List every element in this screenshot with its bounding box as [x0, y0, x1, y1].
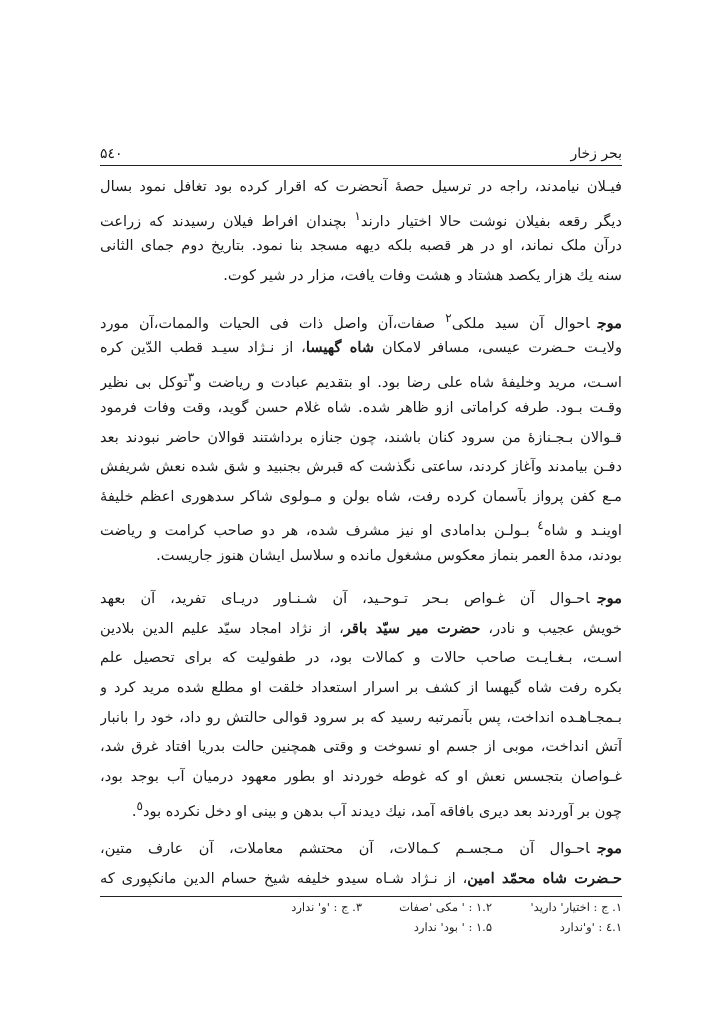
text-line: [100, 673, 622, 703]
text-line: [100, 792, 622, 822]
line-content: اوینـد و شاه$^٤$ بـولـن بدامادی او نیز مشرف شده، هر دو صاحب کرامت و ریاضت: [100, 518, 622, 540]
text-line: [100, 614, 622, 644]
text-line: [100, 423, 622, 453]
line-content: غـواصان بتجسس نعش او که غوطه خوردند او بطور معهود درمیان آب بوجد بود،: [100, 768, 622, 786]
text-line: [100, 393, 622, 423]
text-line: [100, 512, 622, 542]
footnote: ۱.۵ : ' بود' ندارد: [413, 919, 492, 934]
text-line: [100, 261, 622, 291]
line-content: دیگر رقعه بفیلان نوشت حالا اختیار دارند$^١$ بچندان افراط فیلان رسیدند که زراعت: [100, 208, 622, 230]
line-content: مـع کفن پرواز بآسمان کرده رفت، شاه بولن و مـولوی شاکر سدهوری اعظم خلیفهٔ: [100, 487, 622, 505]
footnote: ۳. ج : 'و' ندارد: [291, 899, 362, 914]
paragraph-gap: [100, 571, 622, 584]
text-line: [100, 541, 622, 571]
text-line: [100, 643, 622, 673]
line-content: احـوال آن غـواص بـحر تـوحـید، آن شـنـاور دریـای تفرید، آن بعهد: [100, 589, 590, 607]
line-content: بودند، مدهٔ العمر بنماز معکوس مشغول مانده و سلاسل ایشان هنوز جاریست.: [156, 547, 622, 565]
line-content: وقـت بـود. طرفه کراماتی ازو ظاهر شده. شاه غلام حسن گوید، وقت وفات فرمود: [100, 398, 622, 416]
book-title: بحر زخار: [570, 146, 622, 162]
footnote: ۱.۲ : ' مکی 'صفات: [399, 899, 492, 914]
text-line: [100, 703, 622, 733]
text-line: [100, 482, 622, 512]
line-content: قـوالان بـجـنازهٔ من سرود کنان باشند، چون جنازه برداشتند قوالان حاضر نبودند بعد: [100, 428, 622, 446]
text-line: [100, 452, 622, 482]
text-line: [100, 333, 622, 363]
section-keyword: موج: [597, 314, 622, 332]
line-content: دفـن بیامدند وآغاز کردند، ساعتی نگذشت که قبرش بجنبید و شق شده نعش شریفش: [100, 458, 622, 476]
text-line: [100, 584, 622, 614]
footnote: ۱. ج : اختیار' دارید': [530, 899, 622, 914]
text-line: [100, 363, 622, 393]
line-content: ولایـت حـضرت عیسی، مسافر لامکان شاه گهیسا، از نـژاد سیـد قطب الدّین کره: [100, 339, 622, 357]
text-line: [100, 231, 622, 261]
line-content: درآن ملک نماند، او در هر قصبه بلکه دیهه مسجد بنا نمود. بتاریخ دوم جمای الثانی: [100, 237, 622, 255]
text-line: [100, 172, 622, 202]
line-content: حـضرت شاه محمّد امین، از نـژاد شـاه سیدو خلیفه شیخ حسام الدین مانکپوری که: [100, 870, 622, 888]
line-content: آتش انداخت، موبی از جسم او نسوخت و وقتی همچنین حالت بدریا افتاد غرق شد،: [100, 738, 622, 756]
line-content: سنه یك هزار یکصد هشتاد و هشت وفات یافت، مزار در شیر کوت.: [223, 267, 622, 285]
line-content: اسـت، بـغـایـت صاحب حالات و کمالات بود، در طفولیت که برای تحصیل علم: [100, 649, 622, 667]
line-content: بـمجـاهـده انداخت، پس بآنمرتبه رسید که بر سرود قوالی حالتش رو داد، خود را بانبار: [100, 708, 622, 726]
footnote-row: [100, 897, 622, 917]
text-line: [100, 202, 622, 232]
section-keyword: موج: [597, 589, 622, 607]
footnote: ۱.٤ : 'و'ندارد: [559, 919, 622, 934]
line-content: احـوال آن مـجسـم کـمالات، آن محتشم معاملات، آن عارف متین،: [100, 840, 590, 858]
footnote-row: [100, 917, 622, 937]
running-head: [100, 140, 622, 166]
line-content: چون بر آوردند بعد دیری بافاقه آمد، نیك دیدند آب بدهن و بینی او دخل نکرده بود$^٥$.: [131, 798, 622, 820]
paragraph-gap: [100, 821, 622, 834]
body-text: [100, 172, 622, 894]
text-line: [100, 864, 622, 894]
page-number: ۵٤۰: [100, 146, 123, 162]
line-content: احوال آن سید ملکی$^٢$ صفات،آن واصل ذات فی الحیات والممات،آن مورد: [100, 310, 590, 332]
section-keyword: موج: [597, 840, 622, 858]
line-content: خویش عجیب و نادر، حضرت میر سیّد باقر، از نژاد امجاد سیّد علیم الدین بلادین: [100, 619, 622, 637]
text-line: [100, 762, 622, 792]
footnotes: [100, 897, 622, 937]
line-content: بکره رفت شاه گیهسا از کشف بر اسرار استعداد خلقت او مطلع شده مرید کرد و: [100, 679, 622, 696]
text-line: [100, 304, 622, 334]
text-line: [100, 732, 622, 762]
line-content: اسـت، مرید وخلیفهٔ شاه علی رضا بود. او بتقدیم عبادت و ریاضت و$^٣$توکل بی نظیر: [100, 370, 622, 391]
paragraph-gap: [100, 291, 622, 304]
text-line: [100, 834, 622, 864]
line-content: فیـلان نیامدند، راجه در ترسیل حصهٔ آنحضرت که اقرار کرده بود تغافل نمود بسال: [100, 178, 622, 195]
document-page: [100, 140, 622, 937]
